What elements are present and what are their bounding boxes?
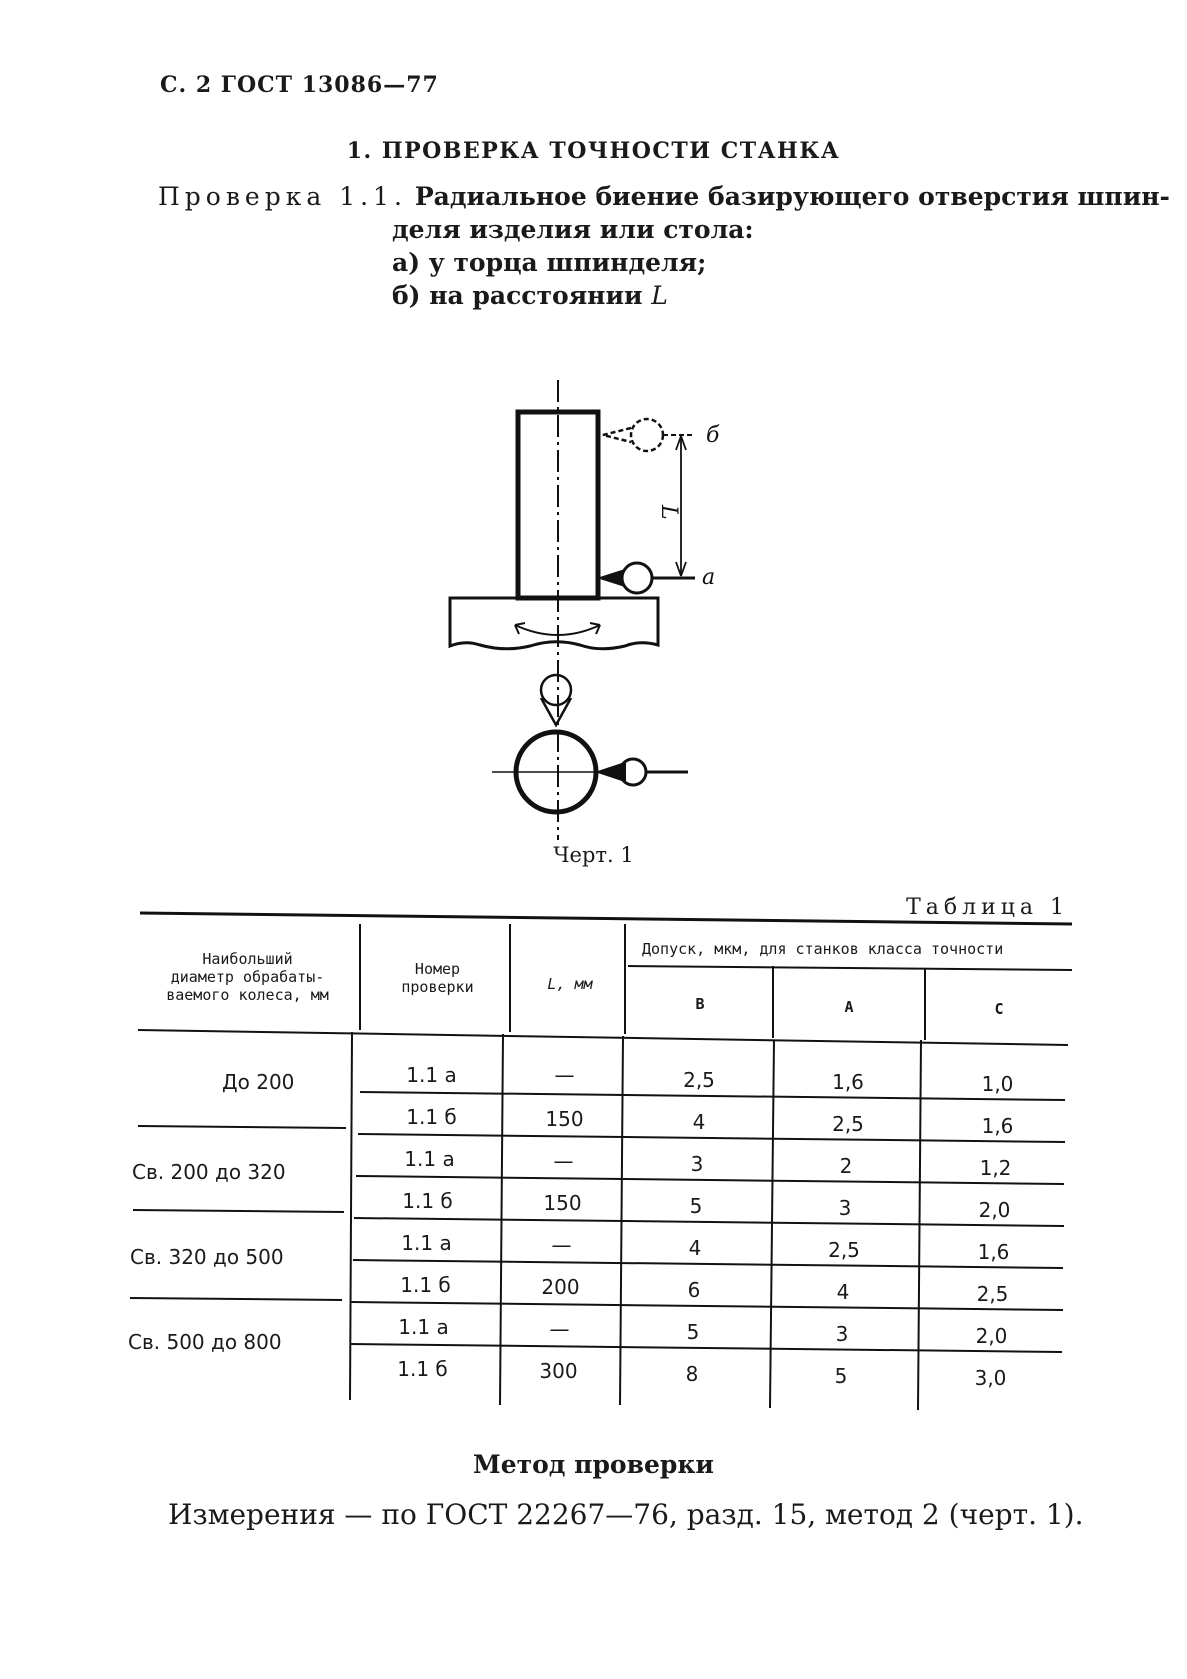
section-title: 1. ПРОВЕРКА ТОЧНОСТИ СТАНКА [346, 138, 841, 164]
cell-B: 5 [686, 1320, 700, 1344]
cell-check: 1.1 б [397, 1357, 448, 1381]
cell-C: 1,6 [977, 1240, 1010, 1264]
cell-B: 8 [685, 1362, 699, 1386]
header-check-number: Номер проверки [401, 960, 474, 996]
cell-C: 2,0 [978, 1198, 1011, 1222]
check-item-a: а) у торца шпинделя; [392, 248, 707, 277]
check-text-line2: деля изделия или стола: [392, 215, 754, 244]
cell-L: — [554, 1063, 575, 1087]
cell-check: 1.1 а [404, 1147, 455, 1171]
cell-C: 2,0 [975, 1324, 1008, 1348]
cell-A: 3 [838, 1196, 852, 1220]
cell-check: 1.1 б [402, 1189, 453, 1213]
cell-L: — [549, 1317, 570, 1341]
label-a: a [702, 565, 716, 590]
cell-L: 150 [545, 1107, 584, 1131]
cell-C: 2,5 [976, 1282, 1009, 1306]
header-class-B: В [695, 995, 705, 1013]
cell-B: 2,5 [683, 1068, 715, 1092]
cell-C: 1,6 [981, 1114, 1014, 1138]
cell-B: 4 [688, 1236, 702, 1260]
label-b: б [706, 423, 720, 448]
header-class-C: С [994, 1000, 1004, 1018]
cell-A: 4 [836, 1280, 850, 1304]
header-diameter: Наибольший диаметр обрабаты- ваемого колеса, мм [166, 950, 329, 1004]
header-class-A: А [844, 998, 854, 1016]
method-text: Измерения — по ГОСТ 22267—76, разд. 15, метод 2 (черт. 1). [168, 1498, 1084, 1531]
cell-A: 2,5 [828, 1238, 860, 1262]
cell-L: 150 [543, 1191, 582, 1215]
check-item-b-var: L [651, 281, 668, 310]
cell-C: 1,0 [981, 1072, 1014, 1096]
group-label: Св. 500 до 800 [128, 1330, 282, 1354]
label-L: L [656, 505, 681, 520]
check-item-b-prefix: б) на расстоянии [392, 281, 643, 310]
cell-L: — [551, 1233, 572, 1257]
group-label: Св. 200 до 320 [132, 1160, 286, 1184]
check-label: Проверка 1.1. [158, 182, 407, 211]
cell-A: 5 [834, 1364, 848, 1388]
table-title: Таблица 1 [906, 895, 1069, 920]
cell-check: 1.1 а [406, 1063, 457, 1087]
cell-B: 5 [689, 1194, 703, 1218]
cell-A: 3 [835, 1322, 849, 1346]
cell-B: 3 [690, 1152, 704, 1176]
cell-check: 1.1 б [400, 1273, 451, 1297]
cell-L: 300 [539, 1359, 578, 1383]
cell-B: 4 [692, 1110, 706, 1134]
figure-caption: Черт. 1 [553, 843, 634, 867]
cell-L: 200 [541, 1275, 580, 1299]
group-label: Св. 320 до 500 [130, 1245, 284, 1269]
cell-L: — [553, 1149, 574, 1173]
cell-C: 1,2 [979, 1156, 1012, 1180]
cell-A: 2 [839, 1154, 853, 1178]
cell-C: 3,0 [974, 1366, 1007, 1390]
cell-check: 1.1 а [398, 1315, 449, 1339]
cell-A: 2,5 [832, 1112, 864, 1136]
group-label: До 200 [222, 1070, 295, 1094]
header-L: L, мм [547, 975, 593, 993]
cell-check: 1.1 а [401, 1231, 452, 1255]
method-title: Метод проверки [473, 1450, 714, 1479]
page-header: С. 2 ГОСТ 13086—77 [160, 72, 439, 98]
cell-check: 1.1 б [406, 1105, 457, 1129]
cell-A: 1,6 [832, 1070, 864, 1094]
check-text-line1: Радиальное биение базирующего отверстия шпин- [414, 182, 1170, 211]
header-tolerance: Допуск, мкм, для станков класса точности [642, 940, 1004, 958]
cell-B: 6 [687, 1278, 701, 1302]
